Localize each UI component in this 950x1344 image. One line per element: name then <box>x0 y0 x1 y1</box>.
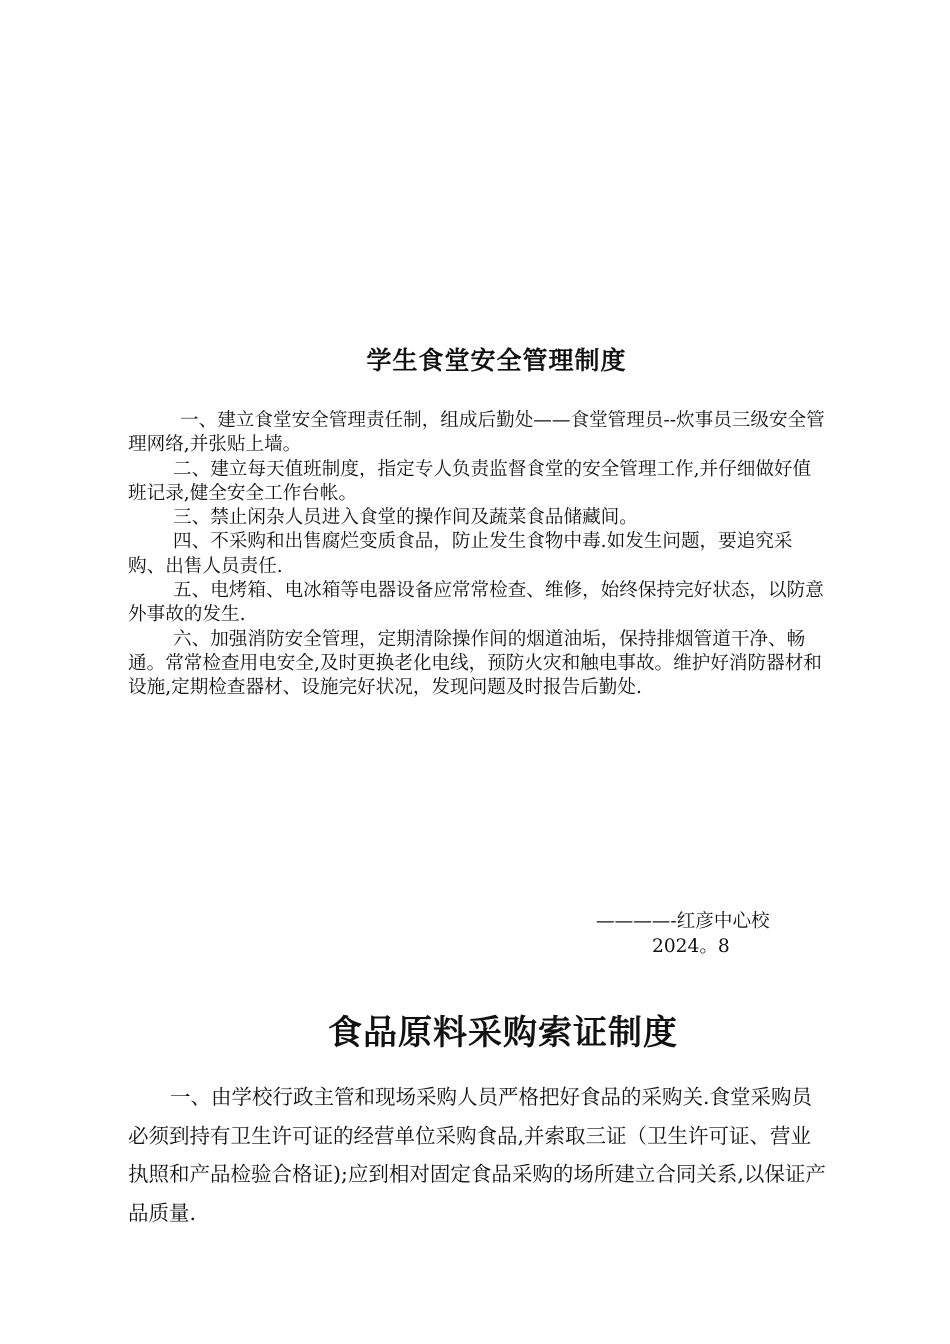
school-signature: ————-红彦中心校 <box>596 911 770 932</box>
canteen-safety-paragraph-5: 五、电烤箱、电冰箱等电器设备应常常检查、维修，始终保持完好状态，以防意外事故的发生. <box>128 580 824 626</box>
canteen-safety-paragraph-4: 四、不采购和出售腐烂变质食品，防止发生食物中毒.如发生问题，要追究采购、出售人员责任. <box>128 531 793 577</box>
canteen-safety-title: 学生食堂安全管理制度 <box>366 346 627 375</box>
canteen-safety-paragraph-2: 二、建立每天值班制度，指定专人负责监督食堂的安全管理工作,并仔细做好值班记录,健全安全工作台帐。 <box>128 458 812 504</box>
procurement-policy-paragraph-1: 一、由学校行政主管和现场采购人员严格把好食品的采购关.食堂采购员必须到持有卫生许可证的经营单位采购食品,并索取三证（卫生许可证、营业执照和产品检验合格证);应到相对固定食品采购的场所建立合同关系,以保证产品质量. <box>128 1085 826 1225</box>
canteen-safety-body <box>128 409 828 701</box>
issue-date: 2024。8 <box>652 936 730 957</box>
canteen-safety-paragraph-6: 六、加强消防安全管理，定期清除操作间的烟道油垢，保持排烟管道干净、畅通。常常检查用电安全,及时更换老化电线，预防火灾和触电事故。维护好消防器材和设施,定期检查器材、设施完好状况，发现问题及时报告后勤处. <box>128 628 822 699</box>
canteen-safety-paragraph-1: 一、建立食堂安全管理责任制，组成后勤处——食堂管理员--炊事员三级安全管理网络,并张贴上墙。 <box>128 410 825 456</box>
procurement-policy-body <box>128 1078 828 1232</box>
canteen-safety-paragraph-3: 三、禁止闲杂人员进入食堂的操作间及蔬菜食品储藏间。 <box>173 507 638 529</box>
procurement-policy-title: 食品原料采购索证制度 <box>328 1013 678 1053</box>
